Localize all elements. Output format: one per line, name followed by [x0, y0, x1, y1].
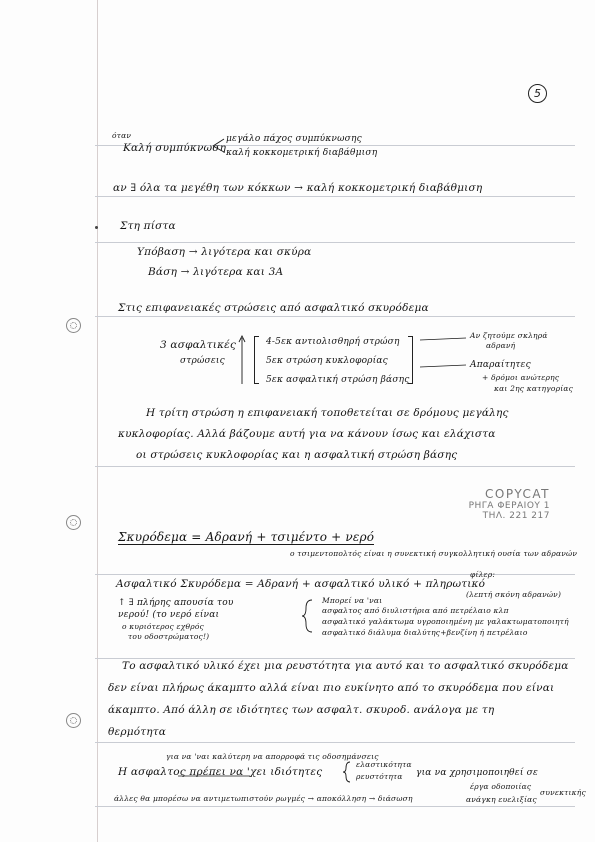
rule-line [95, 574, 575, 575]
note-text: ελαστικότητα [356, 760, 412, 769]
note-text: ανάγκη ευελιξίας [466, 795, 537, 804]
note-text: Αν ζητούμε σκληρά [470, 331, 548, 340]
rule-line [95, 196, 575, 197]
rule-line [95, 316, 575, 317]
note-heading: Στη πίστα [120, 220, 176, 232]
note-text: 5εκ στρώση κυκλοφορίας [266, 356, 388, 366]
note-text: και 2ης κατηγορίας [494, 384, 573, 393]
note-text: ασφαλτικό διάλυμα διαλύτης+βενζίνη ή πετρέλαιο [322, 628, 528, 637]
note-text: οι στρώσεις κυκλοφορίας και η ασφαλτική στρώση βάσης [136, 449, 458, 461]
note-text: Το ασφαλτικό υλικό έχει μια ρευστότητα για αυτό και το ασφαλτικό σκυρόδεμα [122, 660, 569, 672]
note-text: 5εκ ασφαλτική στρώση βάσης [266, 375, 410, 385]
note-text: του οδοστρώματος!) [128, 632, 210, 641]
note-text: άλλες θα μπορέσω να αντιμετωπιστούν ρωγμές → αποκόλληση → διάσωση [114, 794, 413, 803]
note-text: ο τσιμεντοπολτός είναι η συνεκτική συγκολλητική ουσία των αδρανών [290, 549, 578, 558]
note-text: + δρόμοι ανώτερης [482, 373, 560, 382]
note-text: συνεκτικής [540, 788, 586, 797]
note-text: αν ∃ όλα τα μεγέθη των κόκκων → καλή κοκκομετρική διαβάθμιση [113, 182, 483, 194]
note-text: όταν [112, 131, 132, 140]
note-text: ο κυριότερος εχθρός [122, 622, 204, 631]
note-text: Βάση → λιγότερα και 3Α [148, 266, 284, 278]
brace [254, 336, 259, 384]
note-text: ασφαλτος από διυλιστήρια από πετρέλαιο κλπ [322, 606, 509, 615]
note-text: Ασφαλτικό Σκυρόδεμα = Αδρανή + ασφαλτικό υλικό + πληρωτικό [116, 578, 486, 590]
note-text: (λεπτή σκόνη αδρανών) [466, 590, 562, 599]
page-number: 5 [528, 84, 547, 103]
punch-hole [66, 515, 81, 530]
note-text: Η τρίτη στρώση η επιφανειακή τοποθετείται σε δρόμους μεγάλης [146, 407, 509, 419]
rule-line [95, 806, 575, 807]
note-text: Απαραίτητες [470, 360, 531, 370]
copy-shop-stamp [400, 487, 550, 521]
note-text: Καλή συμπύκνωση [123, 142, 227, 154]
note-text: 4-5εκ αντιολισθηρή στρώση [266, 337, 400, 347]
note-text: κυκλοφορίας. Αλλά βάζουμε αυτή για να κάνουν ίσως και ελάχιστα [118, 428, 496, 440]
rule-line [95, 242, 575, 243]
stamp-phone: ΤΗΛ. 221 217 [482, 511, 550, 521]
note-text: Στις επιφανειακές στρώσεις από ασφαλτικό σκυρόδεμα [118, 302, 429, 314]
margin-line [97, 0, 98, 842]
note-text: νερού! (το νερό είναι [118, 610, 220, 620]
stamp-name: COPYCAT [485, 487, 550, 501]
note-text: ασφαλτικό γαλάκτωμα υγροποιημένη με γαλακτωματοποιητή [322, 617, 569, 626]
punch-hole [66, 318, 81, 333]
bullet-dot [95, 226, 98, 229]
note-text: αδρανή [486, 341, 516, 350]
stamp-address: ΡΗΓΑ ΦΕΡΑΙΟΥ 1 [468, 501, 550, 511]
note-text: θερμότητα [108, 726, 167, 738]
note-text: Η ασφαλτος πρέπει να 'χει ιδιότητες [118, 766, 323, 778]
note-text: φίλερ: [470, 570, 496, 579]
note-text: για να χρησιμοποιηθεί σε [416, 768, 538, 778]
note-text: για να 'ναι καλύτερη να απορροφά τις οδοσημάνσεις [166, 752, 379, 761]
rule-line [95, 658, 575, 659]
note-text: ↑ ∃ πλήρης απουσία του [118, 598, 234, 608]
note-text: καλή κοκκομετρική διαβάθμιση [226, 148, 378, 158]
note-text: άκαμπτο. Από άλλη σε ιδιότητες των ασφαλτ. σκυροδ. ανάλογα με τη [108, 704, 495, 716]
note-text: Υπόβαση → λιγότερα και σκύρα [137, 246, 312, 258]
punch-hole [66, 713, 81, 728]
rule-line [95, 466, 575, 467]
note-text: Μπορεί να 'ναι [322, 596, 383, 605]
rule-line [95, 742, 575, 743]
note-text: 3 ασφαλτικές [160, 339, 237, 351]
note-text: μεγάλο πάχος συμπύκνωσης [226, 134, 362, 144]
bracket [408, 336, 413, 384]
note-text: στρώσεις [180, 356, 225, 366]
note-heading: Σκυρόδεμα = Αδρανή + τσιμέντο + νερό [118, 530, 375, 544]
note-text: ρευστότητα [356, 772, 403, 781]
note-text: έργα οδοποιίας [470, 782, 532, 791]
note-text: δεν είναι πλήρως άκαμπτο αλλά είναι πιο ευκίνητο από το σκυρόδεμα που είναι [108, 682, 555, 694]
